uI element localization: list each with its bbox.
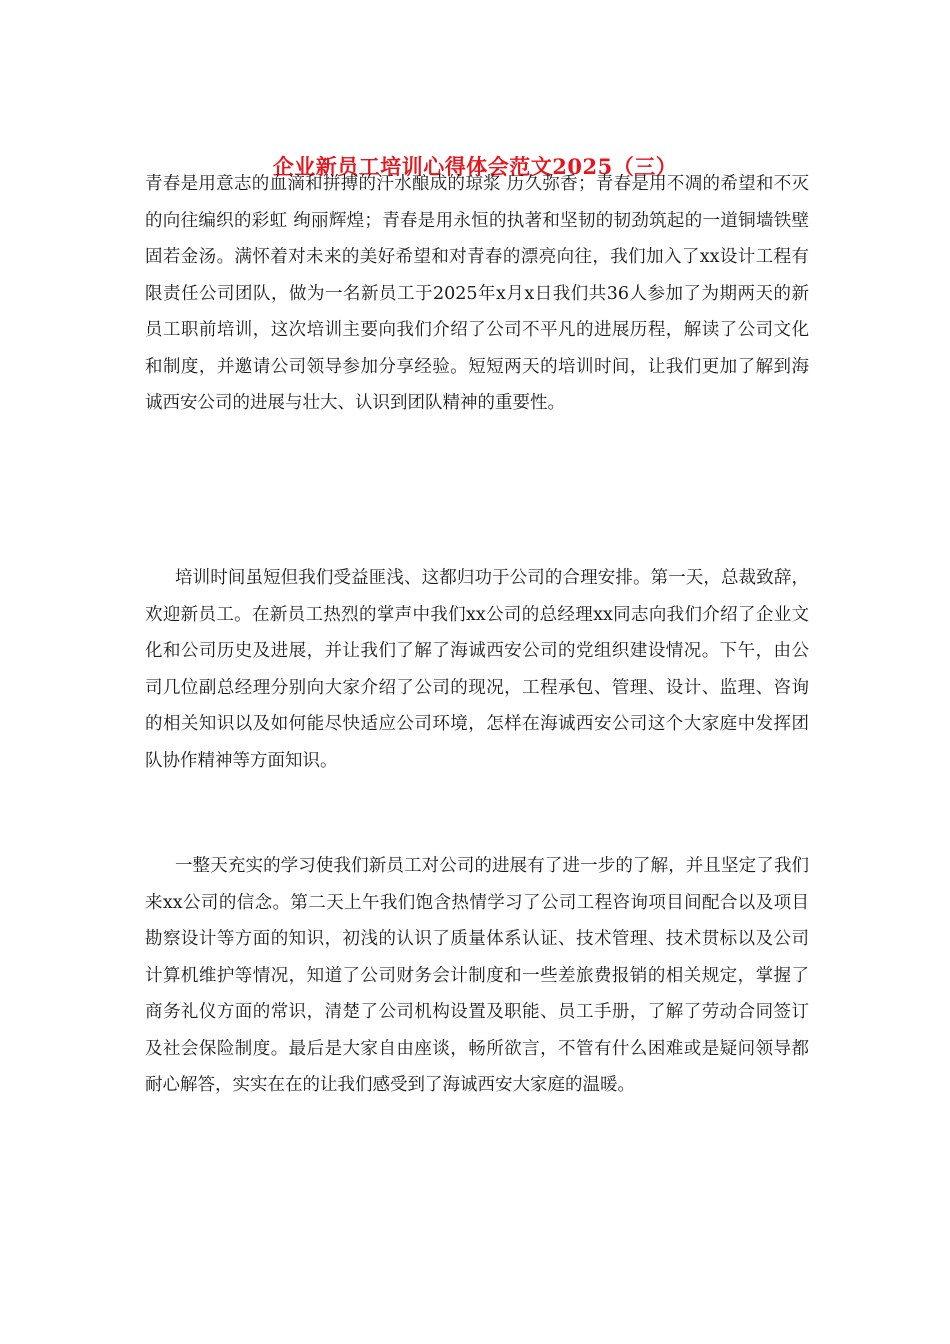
document-title: 企业新员工培训心得体会范文2025（三） <box>272 154 678 179</box>
paragraph-2: 培训时间虽短但我们受益匪浅、这都归功于公司的合理安排。第一天，总裁致辞，欢迎新员工。在新员工热烈的掌声中我们xx公司的总经理xx同志向我们介绍了企业文化和公司历史及进展，并让我们了解了海诚西安公司的党组织建设情况。下午，由公司几位副总经理分别向大家介绍了公司的现况，工程承包、管理、设计、监理、咨询的相关知识以及如何能尽快适应公司环境，怎样在海诚西安公司这个大家庭中发挥团队协作精神等方面知识。 <box>145 568 809 771</box>
paragraph-1: 青春是用意志的血滴和拼搏的汗水酿成的琼浆 历久弥香；青春是用不凋的希望和不灭的向往编织的彩虹 绚丽辉煌；青春是用永恒的执著和坚韧的韧劲筑起的一道铜墙铁壁 固若金汤。满怀着对未来的美好希望和对青春的漂亮向往，我们加入了xx设计工程有限责任公司团队，做为一名新员工于2025年x月x日我们共36人参加了为期两天的新员工职前培训，这次培训主要向我们介绍了公司不平凡的进展历程，解读了公司文化和制度，并邀请公司领导参加分享经验。短短两天的培训时间，让我们更加了解到海诚西安公司的进展与壮大、认识到团队精神的重要性。 <box>145 174 809 413</box>
paragraph-3: 一整天充实的学习使我们新员工对公司的进展有了进一步的了解，并且坚定了我们来xx公司的信念。第二天上午我们饱含热情学习了公司工程咨询项目间配合以及项目勘察设计等方面的知识，初浅的认识了质量体系认证、技术管理、技术贯标以及公司计算机维护等情况，知道了公司财务会计制度和一些差旅费报销的相关规定，掌握了商务礼仪方面的常识，清楚了公司机构设置及职能、员工手册，了解了劳动合同签订及社会保险制度。最后是大家自由座谈，畅所欲言，不管有什么困难或是疑问领导都耐心解答，实实在在的让我们感受到了海诚西安大家庭的温暖。 <box>145 856 809 1095</box>
